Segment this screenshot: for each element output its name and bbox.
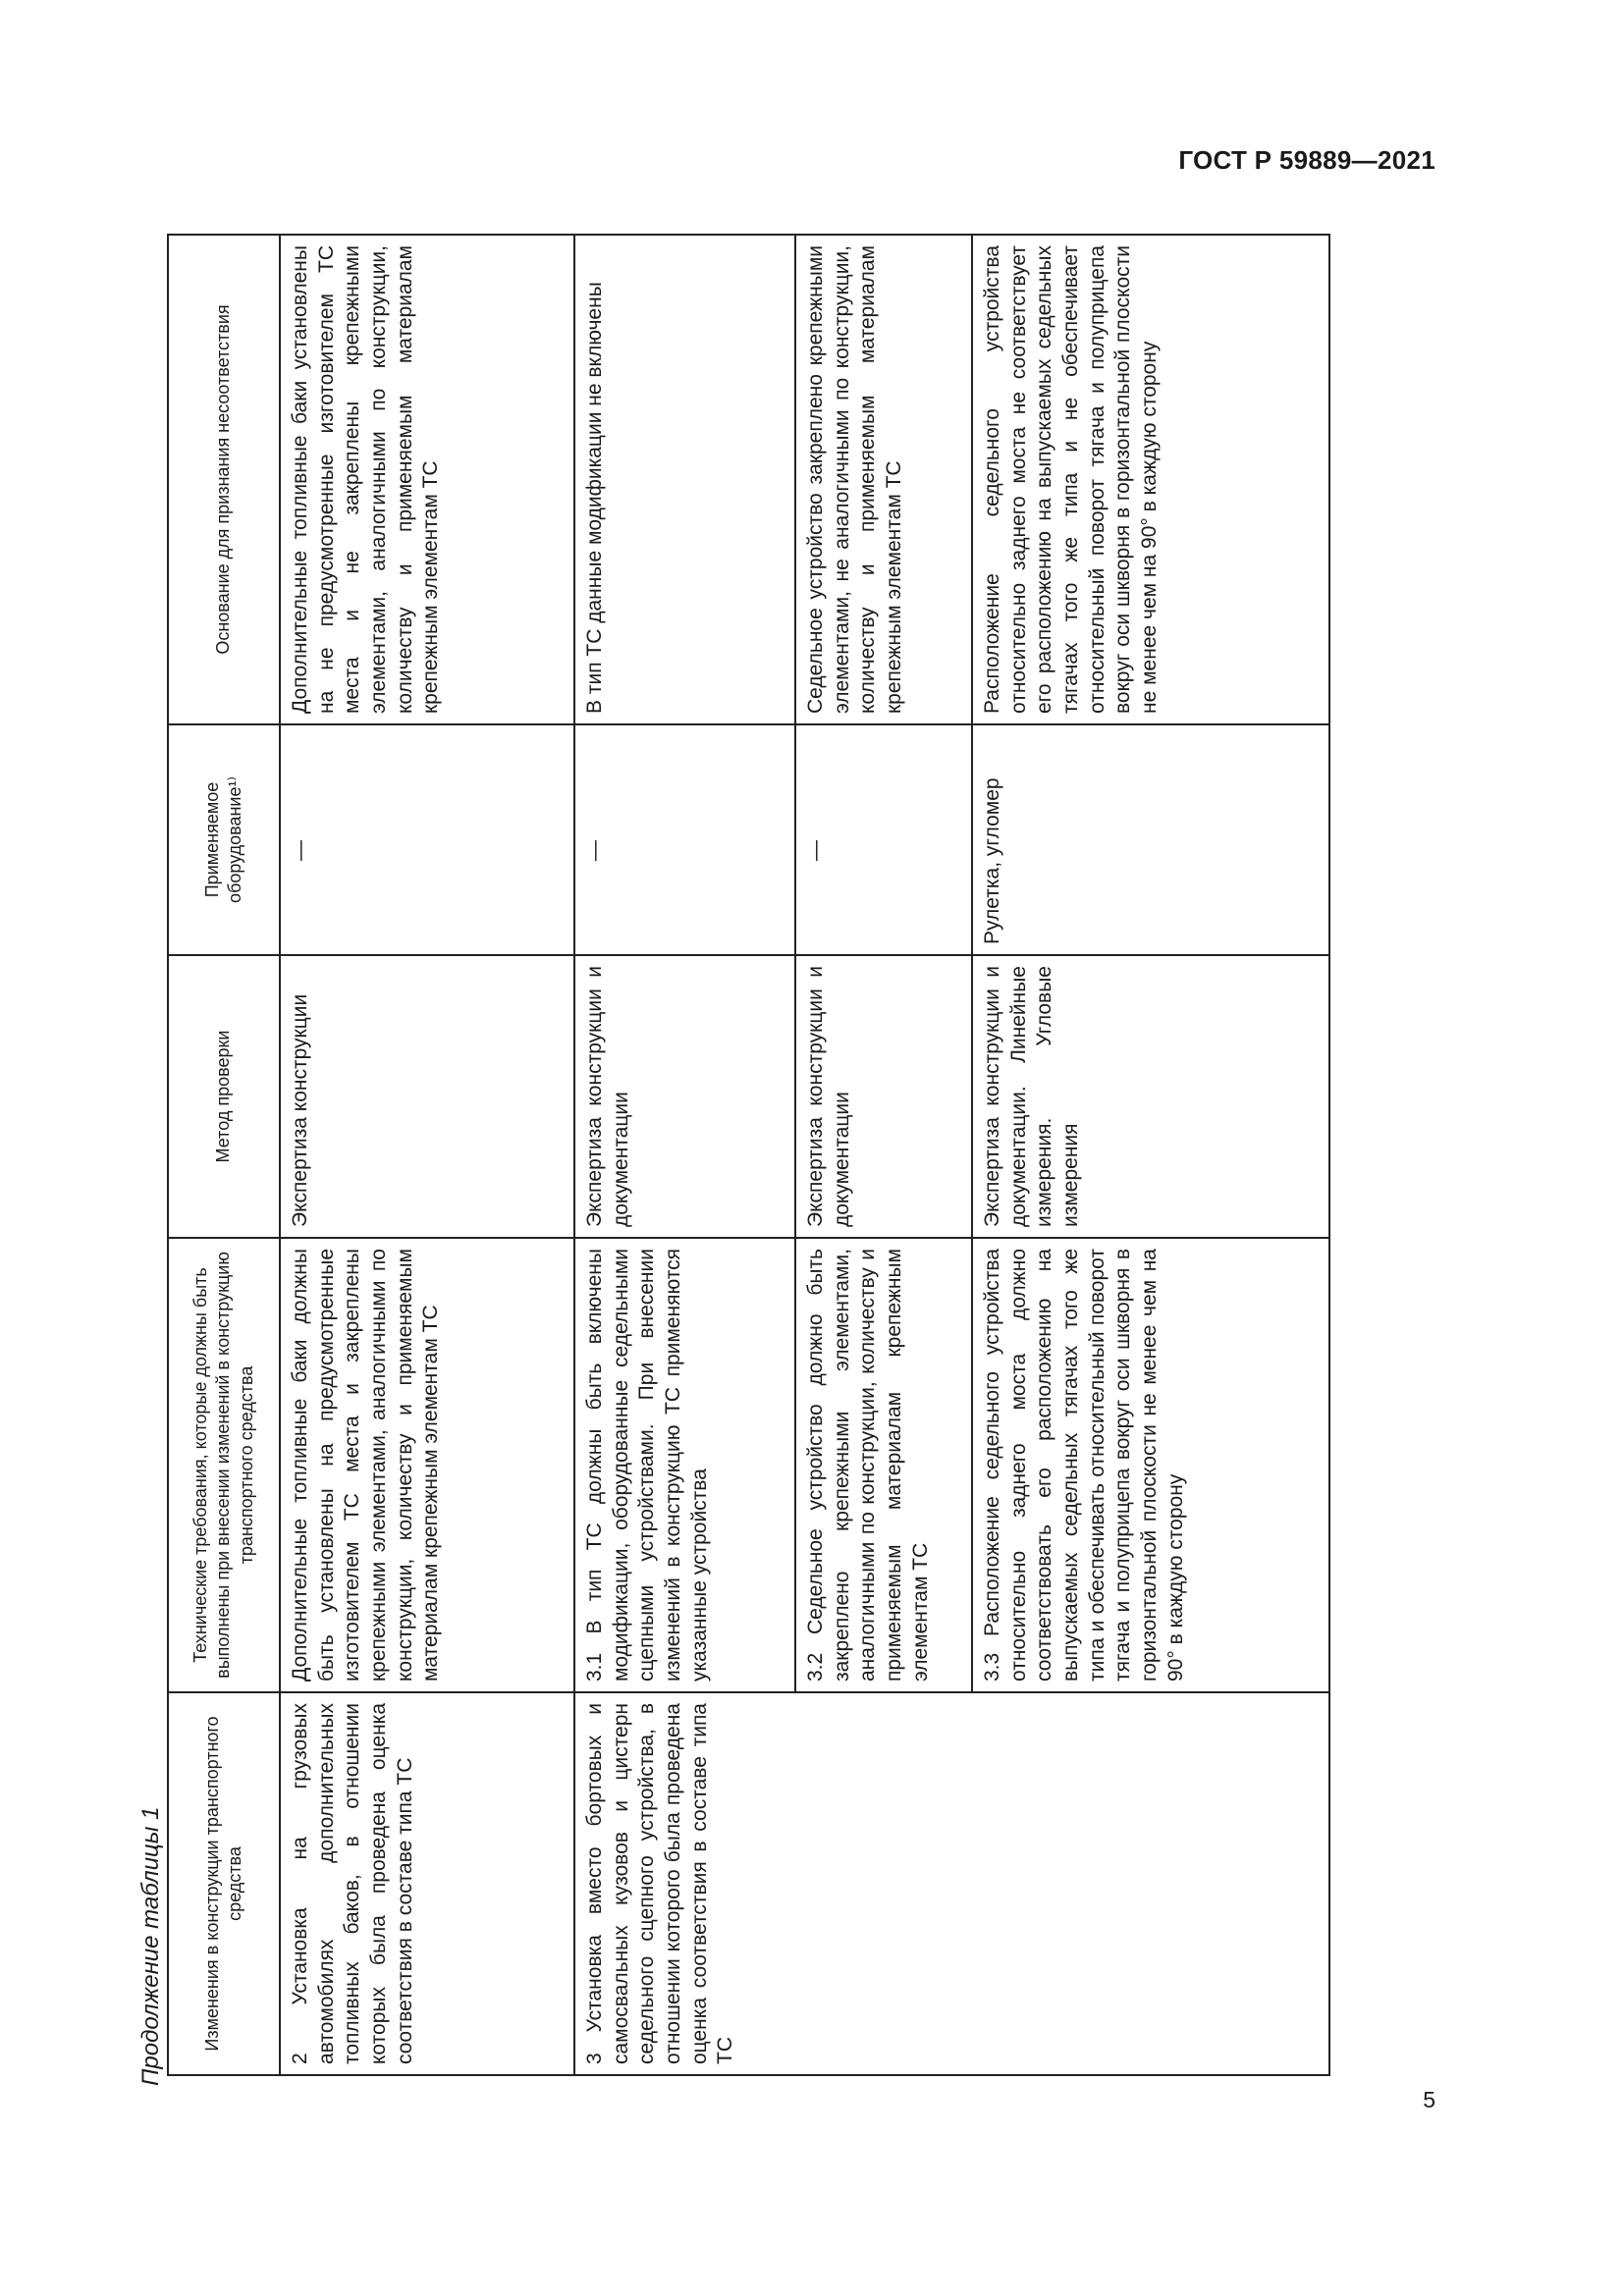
rotated-table-wrapper (167, 236, 1330, 2076)
table-caption: Продолжение таблицы 1 (137, 1806, 164, 2086)
requirements-table (167, 234, 1330, 2076)
column-header-change: Изменения в конструкции транспортного средства (168, 1692, 280, 2075)
column-header-requirement: Технические требования, которые должны быть выполнены при внесении изменений в конструкцию транспортного средства (168, 1238, 280, 1692)
cell-basis: В тип ТС данные модификации не включены (574, 235, 795, 724)
cell-method: Экспертиза конструкции и документации (795, 955, 972, 1238)
cell-method: Экспертиза конструкции и документации. Линейные измерения. Угловые измерения (972, 955, 1329, 1238)
cell-requirement: 3.3 Расположение седельного устройства относительно заднего моста должно соответствовать его расположению на выпускаемых седельных тягачах того же типа и обеспечивать относительный поворот тягача и полуприцепа вокруг оси шкворня в горизонтальной плоскости не менее чем на 90° в каждую сторону (972, 1238, 1329, 1692)
column-header-basis: Основание для признания несоответствия (168, 235, 280, 724)
cell-requirement: 3.2 Седельное устройство должно быть закреплено крепежными элементами, аналогичными по конструкции, количеству и применяемым материалам крепежным элементам ТС (795, 1238, 972, 1692)
cell-equipment: — (574, 724, 795, 955)
cell-basis: Расположение седельного устройства относительно заднего моста не соответствует его расположению на выпускаемых седельных тягачах того же типа и не обеспечивает относительный поворот тягача и полуприцепа вокруг оси шкворня в горизонтальной плоскости не менее чем на 90° в каждую сторону (972, 235, 1329, 724)
cell-basis: Седельное устройство закреплено крепежными элементами, не аналогичными по конструкции, количеству и применяемым материалам крепежным элементам ТС (795, 235, 972, 724)
cell-equipment: Рулетка, угломер (972, 724, 1329, 955)
table-header-row (168, 235, 280, 2075)
page-number: 5 (1423, 2087, 1435, 2112)
cell-change: 2 Установка на грузовых автомобилях дополнительных топливных баков, в отношении которых была проведена оценка соответствия в составе типа ТС (280, 1692, 574, 2075)
cell-requirement: 3.1 В тип ТС должны быть включены модификации, оборудованные седельными сцепными устройствами. При внесении изменений в конструкцию ТС применяются указанные устройства (574, 1238, 795, 1692)
cell-equipment: — (280, 724, 574, 955)
cell-equipment: — (795, 724, 972, 955)
cell-requirement: Дополнительные топливные баки должны быть установлены на предусмотренные изготовителем ТС места и закреплены крепежными элементами, аналогичными по конструкции, количеству и применяемым материалам крепежным элементам ТС (280, 1238, 574, 1692)
cell-method: Экспертиза конструкции и документации (574, 955, 795, 1238)
table-row (574, 235, 795, 2075)
cell-method: Экспертиза конструкции (280, 955, 574, 1238)
standard-code: ГОСТ Р 59889—2021 (1178, 145, 1435, 175)
cell-basis: Дополнительные топливные баки установлены на не предусмотренные изготовителем ТС места и не закреплены крепежными элементами, аналогичными по конструкции, количеству и применяемым материалам крепежным элементам ТС (280, 235, 574, 724)
table-row (280, 235, 574, 2075)
column-header-method: Метод проверки (168, 955, 280, 1238)
column-header-equipment: Применяемое оборудование¹⁾ (168, 724, 280, 955)
cell-change: 3 Установка вместо бортовых и самосвальных кузовов и цистерн седельного сцепного устройства, в отношении которого была проведена оценка соответствия в составе типа ТС (574, 1692, 1329, 2075)
